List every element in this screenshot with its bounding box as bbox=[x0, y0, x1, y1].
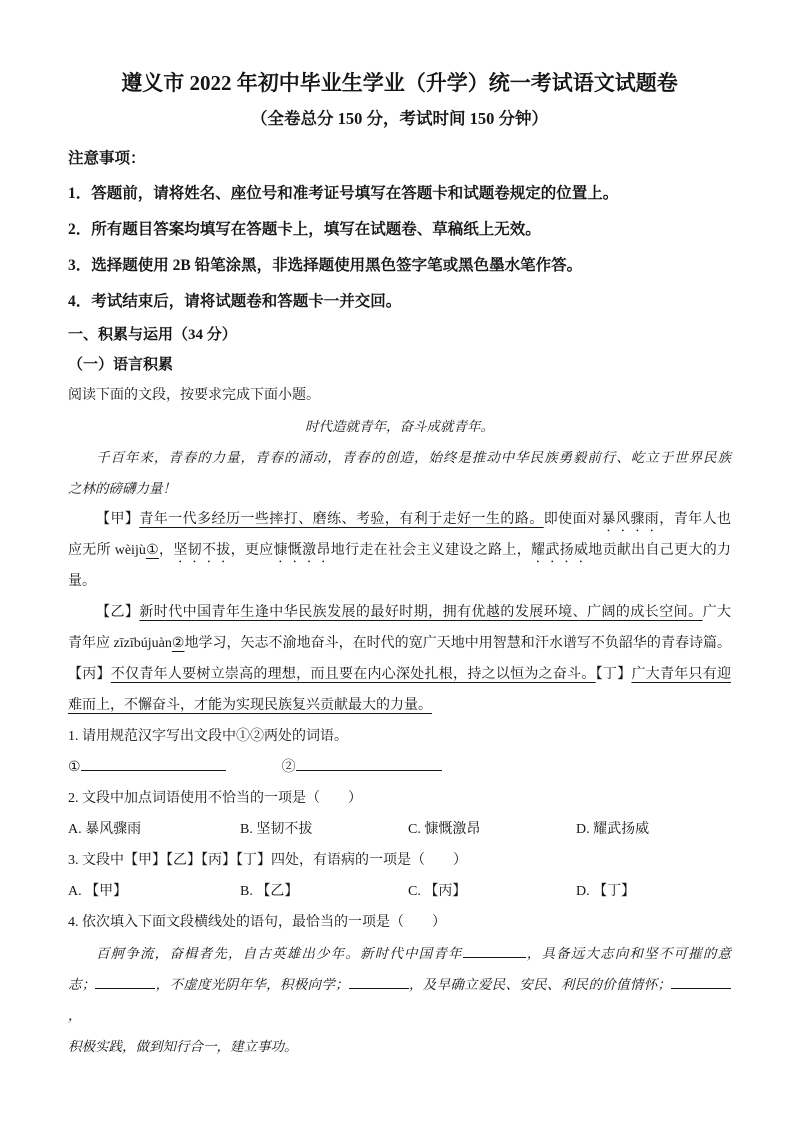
question-3: 3. 文段中【甲】【乙】【丙】【丁】四处，有语病的一项是（ ） bbox=[68, 853, 467, 868]
text-run: ，不虚度光阴年华，积极向学； bbox=[155, 977, 349, 992]
passage-line bbox=[68, 504, 731, 535]
notice-item-4: 4．考试结束后，请将试题卷和答题卡一并交回。 bbox=[68, 293, 402, 310]
notices-heading: 注意事项： bbox=[68, 150, 146, 167]
text-run: ② bbox=[281, 760, 296, 775]
text-run: 广大 bbox=[702, 605, 732, 620]
text-run: 慷慨激昂 bbox=[273, 543, 331, 558]
answer-blank bbox=[81, 756, 226, 771]
option-item: D. 耀武扬威 bbox=[576, 822, 650, 837]
text-run: ，及早确立爱民、安民、利民的价值情怀； bbox=[408, 977, 672, 992]
text-run: 地学习，矢志不渝地奋斗，在时代的宽广天地中用智慧和汗水谱写不负韶华的青春诗篇。 bbox=[184, 636, 732, 651]
text-run: 地行走在社会主义建设之路上， bbox=[330, 543, 532, 558]
option-item: C. 【丙】 bbox=[408, 884, 467, 899]
text-run: 暴风骤雨 bbox=[601, 512, 660, 527]
answer-blank bbox=[671, 974, 731, 989]
text-run: 不仅青年人要树立崇高的理想，而且要在内心深处扎根，持之以恒为之奋斗。 bbox=[110, 667, 596, 682]
passage-line bbox=[68, 659, 731, 690]
notice-item-2: 2．所有题目答案均填写在答题卡上，填写在试题卷、草稿纸上无效。 bbox=[68, 221, 541, 238]
option-item: D. 【丁】 bbox=[576, 884, 636, 899]
option-item: B. 坚韧不拔 bbox=[240, 822, 313, 837]
option-item: B. 【乙】 bbox=[240, 884, 299, 899]
passage-line bbox=[68, 938, 731, 969]
answer-blank bbox=[95, 974, 155, 989]
text-run: ① bbox=[145, 543, 160, 558]
text-run: 青年一代多经历一些摔打、磨练、考验，有利于走好一生的路。 bbox=[139, 512, 544, 527]
text-run: 坚韧不拔 bbox=[173, 543, 231, 558]
text-run: 难而上，不懈奋斗，才能为实现民族复兴贡献最大的力量。 bbox=[68, 698, 432, 713]
notice-item-3: 3．选择题使用 2B 铅笔涂黑，非选择题使用黑色签字笔或黑色墨水笔作答。 bbox=[68, 257, 583, 274]
text-run: 【丁】 bbox=[595, 667, 632, 682]
text-run: 【丙】 bbox=[68, 667, 111, 682]
passage-intro: 阅读下面的文段，按要求完成下面小题。 bbox=[68, 388, 320, 403]
text-run: ，更应 bbox=[230, 543, 274, 558]
text-run: 【甲】 bbox=[96, 512, 140, 527]
passage-line bbox=[68, 597, 731, 628]
text-run: 【乙】 bbox=[96, 605, 140, 620]
answer-blank bbox=[463, 943, 526, 958]
option-item: A. 【甲】 bbox=[68, 884, 128, 899]
question-3-options bbox=[68, 876, 731, 907]
passage-line: 量。 bbox=[68, 574, 96, 589]
passage-line: 千百年来，青春的力量，青春的涌动，青春的创造，始终是推动中华民族勇毅前行、屹立于世界民族 bbox=[96, 450, 731, 465]
passage-line bbox=[68, 628, 731, 659]
text-run: 广大青年只有迎 bbox=[631, 667, 732, 682]
passage-epigraph: 时代造就青年，奋斗成就青年。 bbox=[305, 419, 494, 434]
question-2-options bbox=[68, 814, 731, 845]
question-4: 4. 依次填入下面文段横线处的语句，最恰当的一项是（ ） bbox=[68, 915, 446, 930]
text-run: ② bbox=[171, 636, 185, 651]
text-run: 新时代中国青年生逢中华民族发展的最好时期，拥有优越的发展环境、广阔的成长空间。 bbox=[139, 605, 703, 620]
paper-title: 遵义市 2022 年初中毕业生学业（升学）统一考试语文试题卷 bbox=[121, 71, 678, 95]
text-run: ，具备远大志向和坚不可摧的意 bbox=[525, 946, 732, 961]
option-item: A. 暴风骤雨 bbox=[68, 822, 142, 837]
text-run: 地贡献出自己更大的力 bbox=[588, 543, 732, 558]
option-item: C. 慷慨激昂 bbox=[408, 822, 481, 837]
text-run: 青年应 zīzībújuàn bbox=[68, 636, 172, 651]
text-run: 耀武扬威 bbox=[531, 543, 589, 558]
answer-blanks-row bbox=[68, 752, 731, 783]
question-1: 1. 请用规范汉字写出文段中①②两处的词语。 bbox=[68, 729, 348, 744]
answer-blank bbox=[349, 974, 409, 989]
passage-line bbox=[68, 690, 731, 721]
answer-blank bbox=[296, 756, 442, 771]
text-run: 即使面对 bbox=[543, 512, 602, 527]
notice-item-1: 1．答题前，请将姓名、座位号和准考证号填写在答题卡和试题卷规定的位置上。 bbox=[68, 185, 619, 202]
text-run: 百舸争流，奋楫者先，自古英雄出少年。新时代中国青年 bbox=[96, 946, 463, 961]
text-run: ， bbox=[68, 1008, 82, 1023]
passage-line bbox=[68, 969, 731, 1031]
doc-body bbox=[68, 320, 731, 1062]
text-run bbox=[226, 760, 282, 775]
text-run: ， bbox=[159, 543, 174, 558]
passage-line: 之林的磅礴力量！ bbox=[68, 481, 176, 496]
text-run: 志； bbox=[68, 977, 96, 992]
text-run: ① bbox=[68, 760, 81, 775]
text-run: ，青年人也 bbox=[659, 512, 732, 527]
subsection-heading: （一）语言积累 bbox=[68, 357, 174, 373]
paper-subtitle: （全卷总分 150 分，考试时间 150 分钟） bbox=[251, 109, 548, 128]
passage-line: 积极实践，做到知行合一，建立事功。 bbox=[68, 1039, 298, 1054]
passage-line bbox=[68, 535, 731, 566]
text-run: 应无所 wèijù bbox=[68, 543, 146, 558]
section-heading: 一、积累与运用（34 分） bbox=[68, 327, 237, 343]
question-2: 2. 文段中加点词语使用不恰当的一项是（ ） bbox=[68, 791, 362, 806]
